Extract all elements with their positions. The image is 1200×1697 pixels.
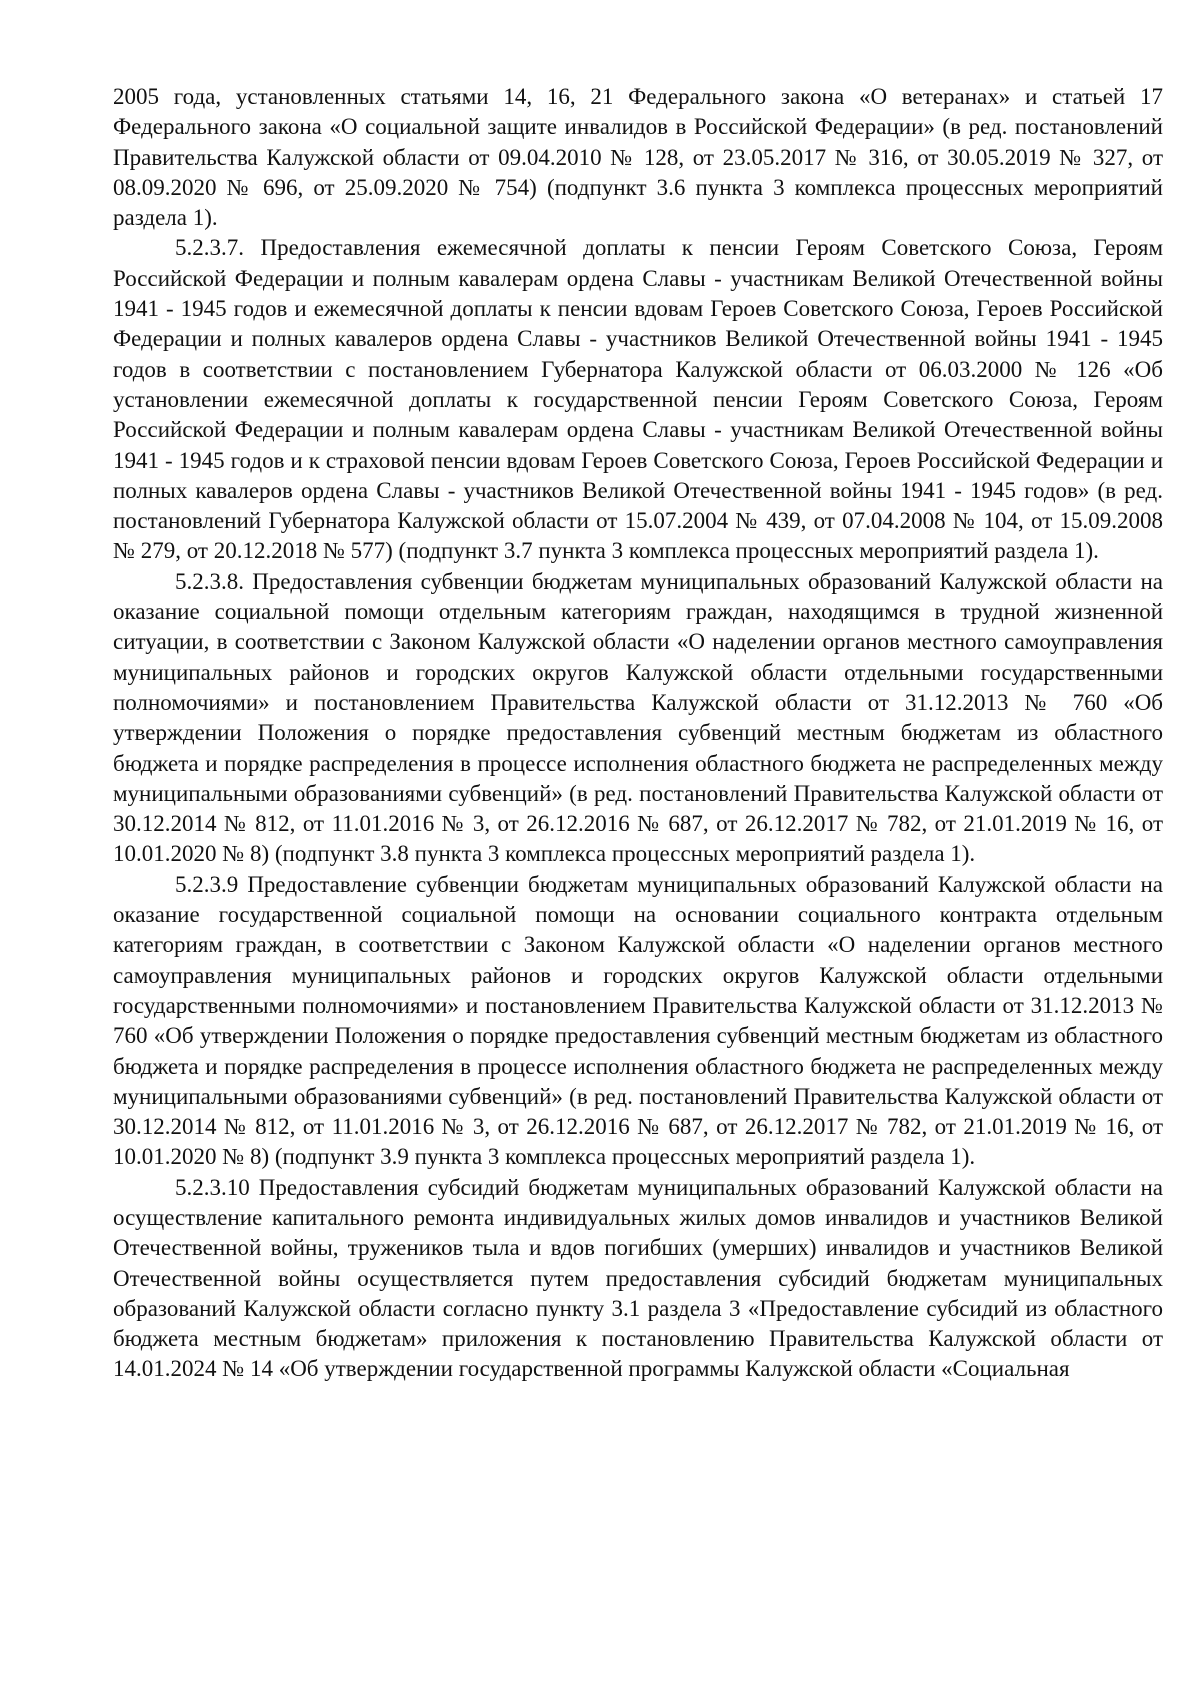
paragraph-5-2-3-8: 5.2.3.8. Предоставления субвенции бюджетам муниципальных образований Калужской области на оказание социальной помощи отдельным категориям граждан, находящимся в трудной жизненной ситуации, в соответствии с Законом Калужской области «О наделении органов местного самоуправления муниципальных районов и городских округов Калужской области отдельными государственными полномочиями» и постановлением Правительства Калужской области от 31.12.2013 № 760 «Об утверждении Положения о порядке предоставления субвенций местным бюджетам из областного бюджета и порядке распределения в процессе исполнения областного бюджета не распределенных между муниципальными образованиями субвенций» (в ред. постановлений Правительства Калужской области от 30.12.2014 № 812, от 11.01.2016 № 3, от 26.12.2016 № 687, от 26.12.2017 № 782, от 21.01.2019 № 16, от 10.01.2020 № 8) (подпункт 3.8 пункта 3 комплекса процессных мероприятий раздела 1). [113, 568, 1163, 867]
paragraph-5-2-3-9: 5.2.3.9 Предоставление субвенции бюджетам муниципальных образований Калужской области на оказание государственной социальной помощи на основании социального контракта отдельным категориям граждан, в соответствии с Законом Калужской области «О наделении органов местного самоуправления муниципальных районов и городских округов Калужской области отдельными государственными полномочиями» и постановлением Правительства Калужской области от 31.12.2013 № 760 «Об утверждении Положения о порядке предоставления субвенций местным бюджетам из областного бюджета и порядке распределения в процессе исполнения областного бюджета не распределенных между муниципальными образованиями субвенций» (в ред. постановлений Правительства Калужской области от 30.12.2014 № 812, от 11.01.2016 № 3, от 26.12.2016 № 687, от 26.12.2017 № 782, от 21.01.2019 № 16, от 10.01.2020 № 8) (подпункт 3.9 пункта 3 комплекса процессных мероприятий раздела 1). [113, 871, 1163, 1170]
document-page [113, 82, 1163, 1385]
paragraph-continuation-3-6: 2005 года, установленных статьями 14, 16, 21 Федерального закона «О ветеранах» и статьей 17 Федерального закона «О социальной защите инвалидов в Российской Федерации» (в ред. постановлений Правительства Калужской области от 09.04.2010 № 128, от 23.05.2017 № 316, от 30.05.2019 № 327, от 08.09.2020 № 696, от 25.09.2020 № 754) (подпункт 3.6 пункта 3 комплекса процессных мероприятий раздела 1). [113, 84, 1163, 231]
paragraph-5-2-3-7: 5.2.3.7. Предоставления ежемесячной доплаты к пенсии Героям Советского Союза, Героям Российской Федерации и полным кавалерам ордена Славы - участникам Великой Отечественной войны 1941 - 1945 годов и ежемесячной доплаты к пенсии вдовам Героев Советского Союза, Героев Российской Федерации и полных кавалеров ордена Славы - участников Великой Отечественной войны 1941 - 1945 годов в соответствии с постановлением Губернатора Калужской области от 06.03.2000 № 126 «Об установлении ежемесячной доплаты к государственной пенсии Героям Советского Союза, Героям Российской Федерации и полным кавалерам ордена Славы - участникам Великой Отечественной войны 1941 - 1945 годов и к страховой пенсии вдовам Героев Советского Союза, Героев Российской Федерации и полных кавалеров ордена Славы - участников Великой Отечественной войны 1941 - 1945 годов» (в ред. постановлений Губернатора Калужской области от 15.07.2004 № 439, от 07.04.2008 № 104, от 15.09.2008 № 279, от 20.12.2018 № 577) (подпункт 3.7 пункта 3 комплекса процессных мероприятий раздела 1). [113, 235, 1163, 564]
paragraph-5-2-3-10: 5.2.3.10 Предоставления субсидий бюджетам муниципальных образований Калужской области на осуществление капитального ремонта индивидуальных жилых домов инвалидов и участников Великой Отечественной войны, тружеников тыла и вдов погибших (умерших) инвалидов и участников Великой Отечественной войны осуществляется путем предоставления субсидий бюджетам муниципальных образований Калужской области согласно пункту 3.1 раздела 3 «Предоставление субсидий из областного бюджета местным бюджетам» приложения к постановлению Правительства Калужской области от 14.01.2024 № 14 «Об утверждении государственной программы Калужской области «Социальная [113, 1174, 1163, 1382]
